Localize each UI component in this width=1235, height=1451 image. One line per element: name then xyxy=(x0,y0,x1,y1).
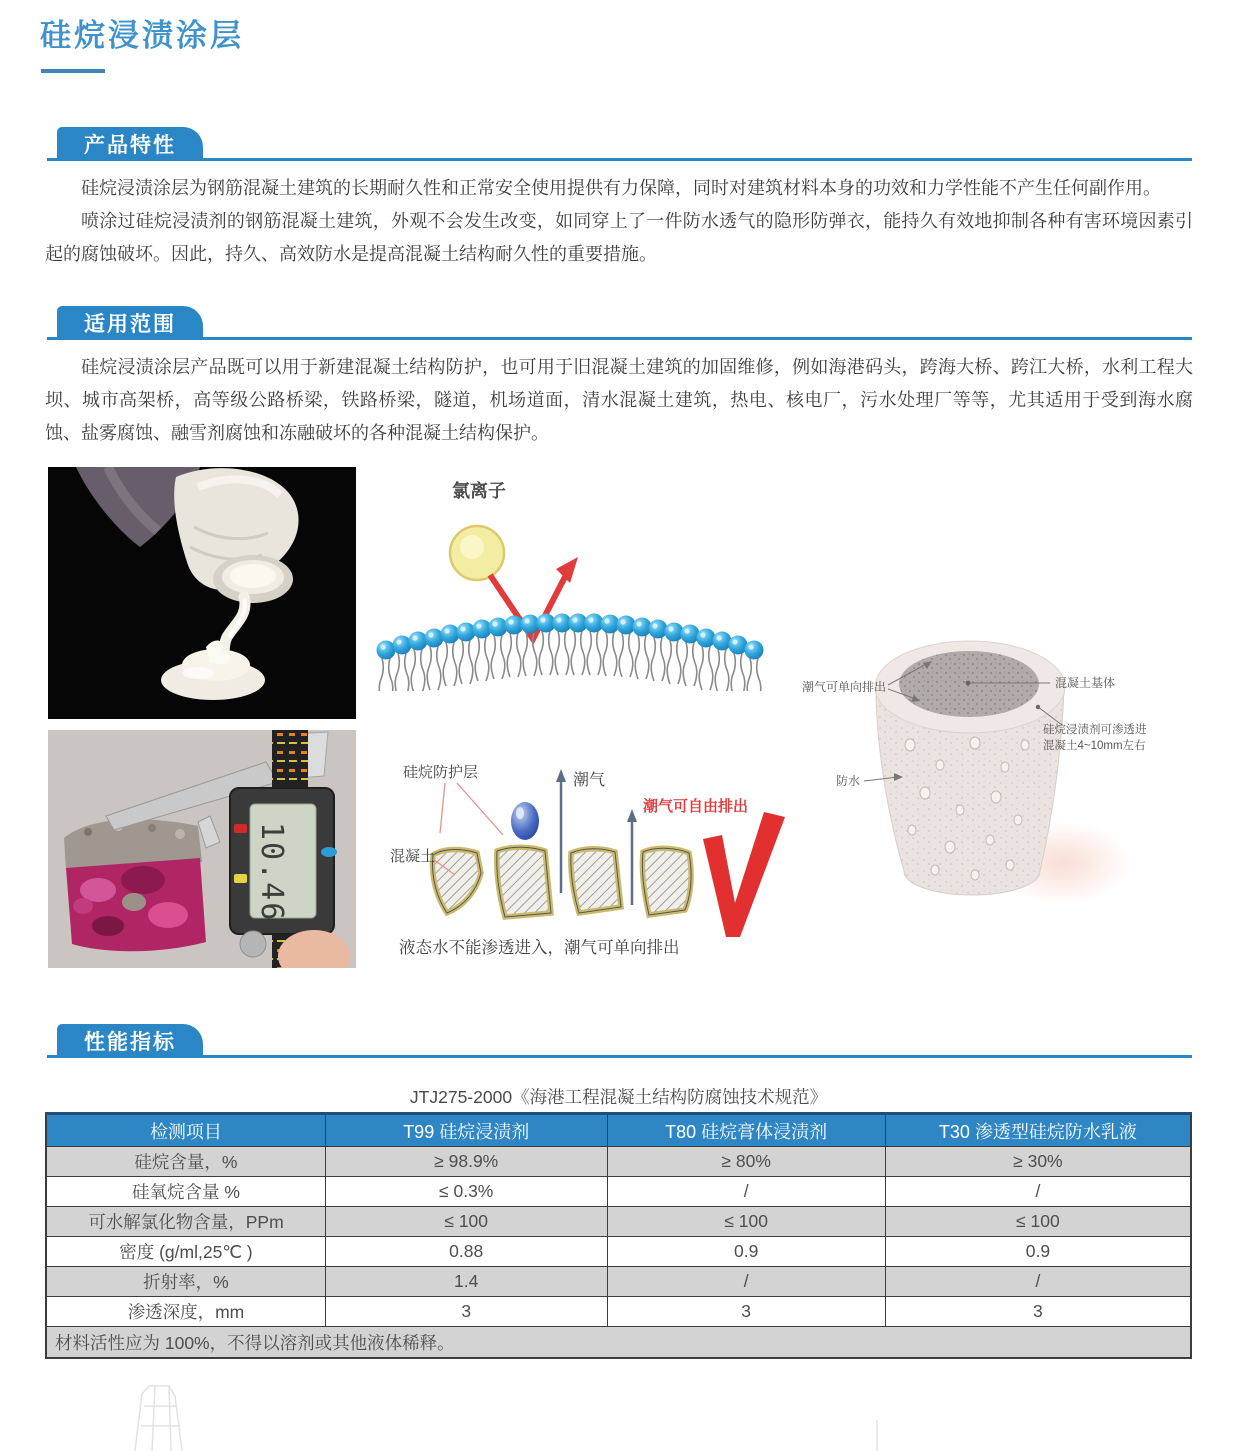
page-title: 硅烷浸渍涂层 xyxy=(40,18,244,53)
section-tab-performance xyxy=(57,1024,203,1058)
caliper-button-blue xyxy=(321,847,337,857)
col-header-t30: T30 渗透型硅烷防水乳液 xyxy=(885,1114,1191,1147)
table-row xyxy=(46,1237,1191,1267)
features-paragraph-1: 硅烷浸渍涂层为钢筋混凝土建筑的长期耐久性和正常安全使用提供有力保障，同时对建筑材料本身的功效和力学性能不产生任何副作用。 xyxy=(81,178,1161,198)
row-label: 折射率，% xyxy=(46,1267,325,1297)
section-rule xyxy=(47,158,1192,161)
waterproof-label: 防水 xyxy=(836,774,861,788)
row-label: 硅烷含量，% xyxy=(46,1147,325,1177)
cell-value: / xyxy=(607,1177,885,1207)
table-row xyxy=(46,1267,1191,1297)
figures-row xyxy=(0,463,1235,978)
section-tab-scope xyxy=(57,306,203,340)
cell-value: ≤ 0.3% xyxy=(325,1177,607,1207)
cell-value: 0.9 xyxy=(607,1237,885,1267)
table-row xyxy=(46,1147,1191,1177)
table-row xyxy=(46,1297,1191,1327)
photo-silane-cream xyxy=(48,467,356,719)
cell-value: 3 xyxy=(885,1297,1191,1327)
title-underline xyxy=(41,69,105,73)
table-row xyxy=(46,1207,1191,1237)
spec-table xyxy=(45,1112,1192,1359)
silane-layer-label: 硅烷防护层 xyxy=(403,764,479,781)
penetration-label-1: 硅烷浸渍剂可渗透进 xyxy=(1043,724,1147,736)
section-rule xyxy=(47,1055,1192,1058)
col-header-t80: T80 硅烷膏体浸渍剂 xyxy=(607,1114,885,1147)
cell-value: ≥ 98.9% xyxy=(325,1147,607,1177)
section-heading-scope: 适用范围 xyxy=(84,313,176,336)
col-header-item: 检测项目 xyxy=(46,1114,325,1147)
row-label: 可水解氯化物含量，PPm xyxy=(46,1207,325,1237)
diagram-impregnated-cylinder xyxy=(800,625,1155,905)
table-header-row xyxy=(46,1114,1191,1147)
cell-value: ≥ 80% xyxy=(607,1147,885,1177)
section-rule xyxy=(47,337,1192,340)
moisture-caption: 液态水不能渗透进入，潮气可单向排出 xyxy=(399,939,680,957)
cell-value: / xyxy=(885,1267,1191,1297)
one-way-exit-label: 潮气可单向排出 xyxy=(802,680,887,694)
section-heading-performance: 性能指标 xyxy=(84,1031,176,1054)
chloride-ion-label: 氯离子 xyxy=(452,481,506,501)
water-droplet xyxy=(511,802,539,840)
penetration-label-2: 混凝土4~10mm左右 xyxy=(1043,740,1146,752)
row-label: 密度 (g/ml,25℃ ) xyxy=(46,1237,325,1267)
section-tab-features xyxy=(57,127,203,161)
table-row xyxy=(46,1177,1191,1207)
cell-value: 0.88 xyxy=(325,1237,607,1267)
standard-caption: JTJ275-2000《海港工程混凝土结构防腐蚀技术规范》 xyxy=(409,1087,828,1107)
row-label: 渗透深度，mm xyxy=(46,1297,325,1327)
free-exit-label: 潮气可自由排出 xyxy=(643,798,749,815)
cell-value: 0.9 xyxy=(885,1237,1191,1267)
col-header-t99: T99 硅烷浸渍剂 xyxy=(325,1114,607,1147)
caliper-button-red xyxy=(234,824,247,833)
cell-value: ≤ 100 xyxy=(325,1207,607,1237)
cell-value: 3 xyxy=(607,1297,885,1327)
cell-value: ≤ 100 xyxy=(607,1207,885,1237)
features-paragraph-2: 喷涂过硅烷浸渍剂的钢筋混凝土建筑，外观不会发生改变，如同穿上了一件防水透气的隐形防弹衣，能持久有效地抑制各种有害环境因素引起的腐蚀破坏。因此，持久、高效防水是提高混凝土结构耐久性的重要措施。 xyxy=(45,211,1193,264)
vapor-label: 潮气 xyxy=(573,772,606,789)
section-heading-features: 产品特性 xyxy=(84,134,176,157)
cell-value: / xyxy=(607,1267,885,1297)
table-note-row xyxy=(46,1327,1191,1359)
tower-sketch-watermark xyxy=(95,1382,915,1451)
photo-caliper-measurement xyxy=(48,730,356,968)
caliper-display-value: 10.46 xyxy=(254,822,289,923)
diagram-breathable-layer xyxy=(385,755,790,960)
scope-paragraph: 硅烷浸渍涂层产品既可以用于新建混凝土结构防护，也可用于旧混凝土建筑的加固维修，例如海港码头，跨海大桥、跨江大桥，水利工程大坝、城市高架桥，高等级公路桥梁，铁路桥梁，隧道，机场道面，清水混凝土建筑，热电、核电厂，污水处理厂等等，尤其适用于受到海水腐蚀、盐雾腐蚀、融雪剂腐蚀和冻融破坏的各种混凝土结构保护。 xyxy=(45,357,1193,443)
table-note: 材料活性应为 100%，不得以溶剂或其他液体稀释。 xyxy=(46,1327,1191,1359)
cell-value: 3 xyxy=(325,1297,607,1327)
features-text xyxy=(45,172,1193,271)
matrix-label: 混凝土基体 xyxy=(1055,676,1116,690)
section-header-features xyxy=(45,127,1192,167)
row-label: 硅氧烷含量 % xyxy=(46,1177,325,1207)
section-header-performance xyxy=(45,1024,1192,1064)
cell-value: 1.4 xyxy=(325,1267,607,1297)
cell-value: ≤ 100 xyxy=(885,1207,1191,1237)
cell-value: / xyxy=(885,1177,1191,1207)
cell-value: ≥ 30% xyxy=(885,1147,1191,1177)
caliper-button-yellow xyxy=(234,874,247,883)
section-header-scope xyxy=(45,306,1192,346)
concrete-label: 混凝土 xyxy=(390,848,436,865)
diagram-chloride-repel xyxy=(372,473,768,691)
scope-text xyxy=(45,351,1193,450)
